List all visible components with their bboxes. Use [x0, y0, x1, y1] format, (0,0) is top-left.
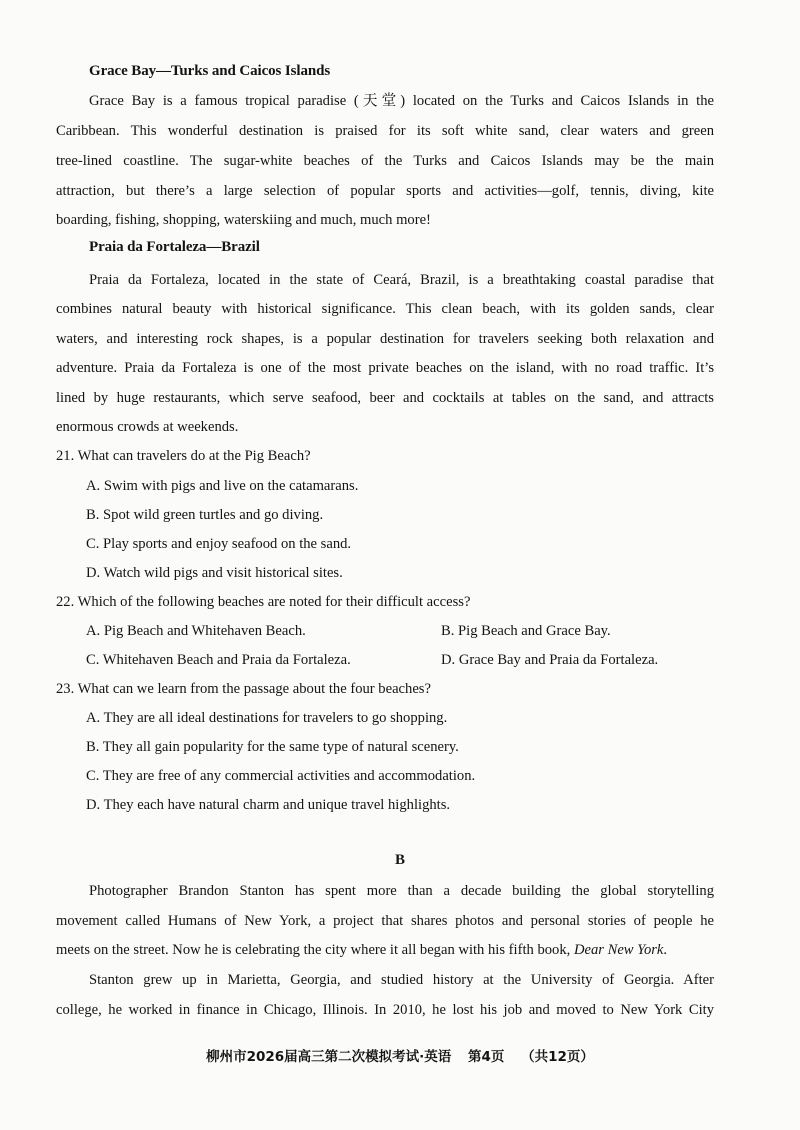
passage-b-line-3 — [56, 941, 714, 959]
footer-exam-title: 柳州市2026届高三第二次模拟考试·英语 — [206, 1049, 452, 1065]
grace-bay-line-1: Grace Bay is a famous tropical paradise (天堂) located on the Turks and Caicos Islands in the — [89, 93, 714, 109]
grace-bay-line-3: tree-lined coastline. The sugar-white beaches of the Turks and Caicos Islands may be the main — [56, 153, 714, 169]
question-23-option-c[interactable]: C. They are free of any commercial activities and accommodation. — [86, 768, 476, 784]
question-21-option-b[interactable]: B. Spot wild green turtles and go diving. — [86, 507, 324, 523]
footer-page-number: 第4页 — [468, 1049, 505, 1065]
question-22-option-b[interactable]: B. Pig Beach and Grace Bay. — [441, 623, 611, 639]
praia-line-5: lined by huge restaurants, which serve seafood, beer and cocktails at tables on the sand, and attracts — [56, 390, 714, 406]
question-21-stem: 21. What can travelers do at the Pig Beach? — [56, 448, 311, 464]
question-23-stem: 23. What can we learn from the passage about the four beaches? — [56, 681, 431, 697]
question-22-stem: 22. Which of the following beaches are noted for their difficult access? — [56, 594, 471, 610]
grace-bay-heading: Grace Bay—Turks and Caicos Islands — [89, 63, 331, 79]
question-22-option-c[interactable]: C. Whitehaven Beach and Praia da Fortaleza. — [86, 652, 351, 668]
passage-b-line-3-text: meets on the street. Now he is celebrating the city where it all began with his fifth book, — [56, 942, 574, 958]
grace-bay-line-2: Caribbean. This wonderful destination is praised for its soft white sand, clear waters and green — [56, 123, 714, 139]
question-22-option-a[interactable]: A. Pig Beach and Whitehaven Beach. — [86, 623, 306, 639]
question-21-option-c[interactable]: C. Play sports and enjoy seafood on the sand. — [86, 536, 352, 552]
book-title: Dear New York — [573, 942, 664, 958]
question-21-option-a[interactable]: A. Swim with pigs and live on the catamarans. — [86, 478, 359, 494]
question-21-option-d[interactable]: D. Watch wild pigs and visit historical sites. — [86, 565, 343, 581]
praia-line-1: Praia da Fortaleza, located in the state of Ceará, Brazil, is a breathtaking coastal paradise that — [89, 272, 714, 288]
praia-line-2: combines natural beauty with historical significance. This clean beach, with its golden sands, clear — [56, 301, 714, 317]
question-23-option-a[interactable]: A. They are all ideal destinations for travelers to go shopping. — [86, 710, 448, 726]
passage-b-line-2: movement called Humans of New York, a project that shares photos and personal stories of people he — [56, 913, 714, 929]
praia-line-6: enormous crowds at weekends. — [56, 419, 239, 435]
footer-total-pages: （共12页） — [521, 1049, 594, 1065]
praia-heading: Praia da Fortaleza—Brazil — [89, 239, 260, 255]
passage-b-line-3-end: . — [663, 942, 668, 958]
praia-line-3: waters, and interesting rock shapes, is a popular destination for travelers seeking both relaxation and — [56, 331, 714, 347]
question-22-option-d[interactable]: D. Grace Bay and Praia da Fortaleza. — [441, 652, 659, 668]
passage-b-line-4: Stanton grew up in Marietta, Georgia, and studied history at the University of Georgia. After — [89, 972, 714, 988]
question-23-option-b[interactable]: B. They all gain popularity for the same type of natural scenery. — [86, 739, 459, 755]
passage-b-line-1: Photographer Brandon Stanton has spent more than a decade building the global storytelling — [89, 883, 714, 899]
page-footer — [0, 1045, 800, 1065]
praia-line-4: adventure. Praia da Fortaleza is one of the most private beaches on the island, with no road traffic. It’s — [56, 360, 714, 376]
grace-bay-line-4: attraction, but there’s a large selection of popular sports and activities—golf, tennis, diving, kite — [56, 183, 714, 199]
grace-bay-line-5: boarding, fishing, shopping, waterskiing and much, much more! — [56, 212, 431, 228]
section-b-label: B — [394, 852, 405, 868]
passage-b-line-5: college, he worked in finance in Chicago, Illinois. In 2010, he lost his job and moved to New York City — [56, 1002, 714, 1018]
question-23-option-d[interactable]: D. They each have natural charm and unique travel highlights. — [86, 797, 451, 813]
